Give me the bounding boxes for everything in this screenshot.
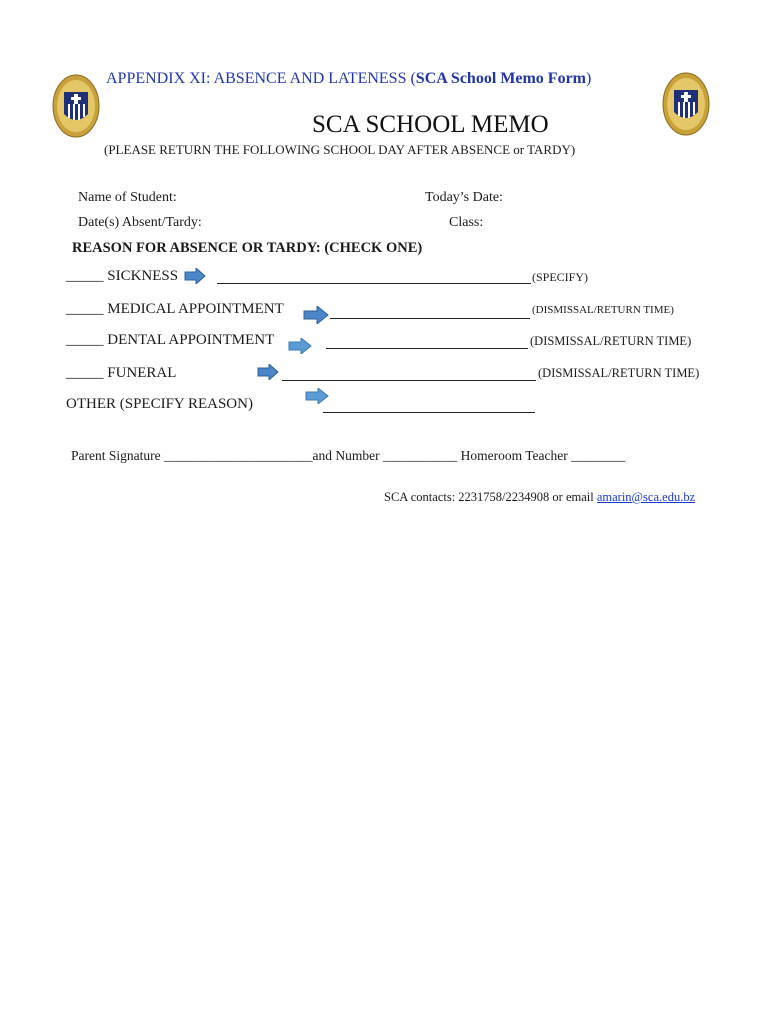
arrow-right-icon: [257, 364, 279, 380]
school-crest-icon: [52, 74, 100, 138]
appendix-title-bold: SCA School Memo Form: [415, 70, 586, 87]
dental-time-line[interactable]: [326, 348, 528, 349]
option-sickness[interactable]: [66, 268, 178, 285]
school-crest-icon: [662, 72, 710, 136]
todays-date-label: Today’s Date:: [425, 190, 503, 205]
appendix-title-end: ): [586, 70, 592, 87]
signature-line[interactable]: Parent Signature ______________________and Number ___________ Homeroom Teacher ________: [71, 448, 626, 463]
option-label: MEDICAL APPOINTMENT: [107, 301, 284, 317]
contacts-text: SCA contacts: 2231758/2234908 or email: [384, 490, 597, 504]
option-note: (DISMISSAL/RETURN TIME): [530, 334, 692, 348]
dates-absent-label: Date(s) Absent/Tardy:: [78, 215, 202, 230]
check-blank[interactable]: _____: [66, 301, 104, 317]
appendix-title: [106, 70, 591, 88]
student-name-label: Name of Student:: [78, 190, 177, 205]
check-blank[interactable]: _____: [66, 268, 104, 284]
option-funeral[interactable]: [66, 365, 176, 382]
medical-time-line[interactable]: [330, 318, 530, 319]
option-label: SICKNESS: [107, 268, 179, 284]
option-note: (DISMISSAL/RETURN TIME): [538, 366, 700, 380]
option-label: DENTAL APPOINTMENT: [107, 332, 275, 348]
memo-subtitle: (PLEASE RETURN THE FOLLOWING SCHOOL DAY AFTER ABSENCE or TARDY): [104, 142, 576, 157]
arrow-right-icon: [305, 388, 329, 404]
check-blank[interactable]: _____: [66, 332, 104, 348]
sickness-specify-line[interactable]: [217, 283, 531, 284]
funeral-time-line[interactable]: [282, 380, 536, 381]
reason-heading: REASON FOR ABSENCE OR TARDY: (CHECK ONE): [72, 240, 423, 256]
option-note: (SPECIFY): [532, 270, 589, 284]
email-link[interactable]: amarin@sca.edu.bz: [596, 490, 696, 504]
option-label: FUNERAL: [107, 365, 177, 381]
memo-title: SCA SCHOOL MEMO: [312, 111, 549, 138]
check-blank[interactable]: _____: [66, 365, 104, 381]
option-dental-appointment[interactable]: [66, 332, 274, 349]
other-reason-line[interactable]: [323, 412, 535, 413]
class-label: Class:: [449, 215, 484, 230]
option-medical-appointment[interactable]: [66, 301, 284, 318]
option-note: (DISMISSAL/RETURN TIME): [532, 304, 674, 316]
arrow-right-icon: [184, 268, 206, 284]
arrow-right-icon: [288, 338, 312, 354]
appendix-title-plain: APPENDIX XI: ABSENCE AND LATENESS (: [106, 70, 416, 87]
option-other[interactable]: OTHER (SPECIFY REASON): [66, 396, 253, 412]
arrow-right-icon: [303, 306, 329, 324]
sca-contacts: [384, 490, 695, 505]
